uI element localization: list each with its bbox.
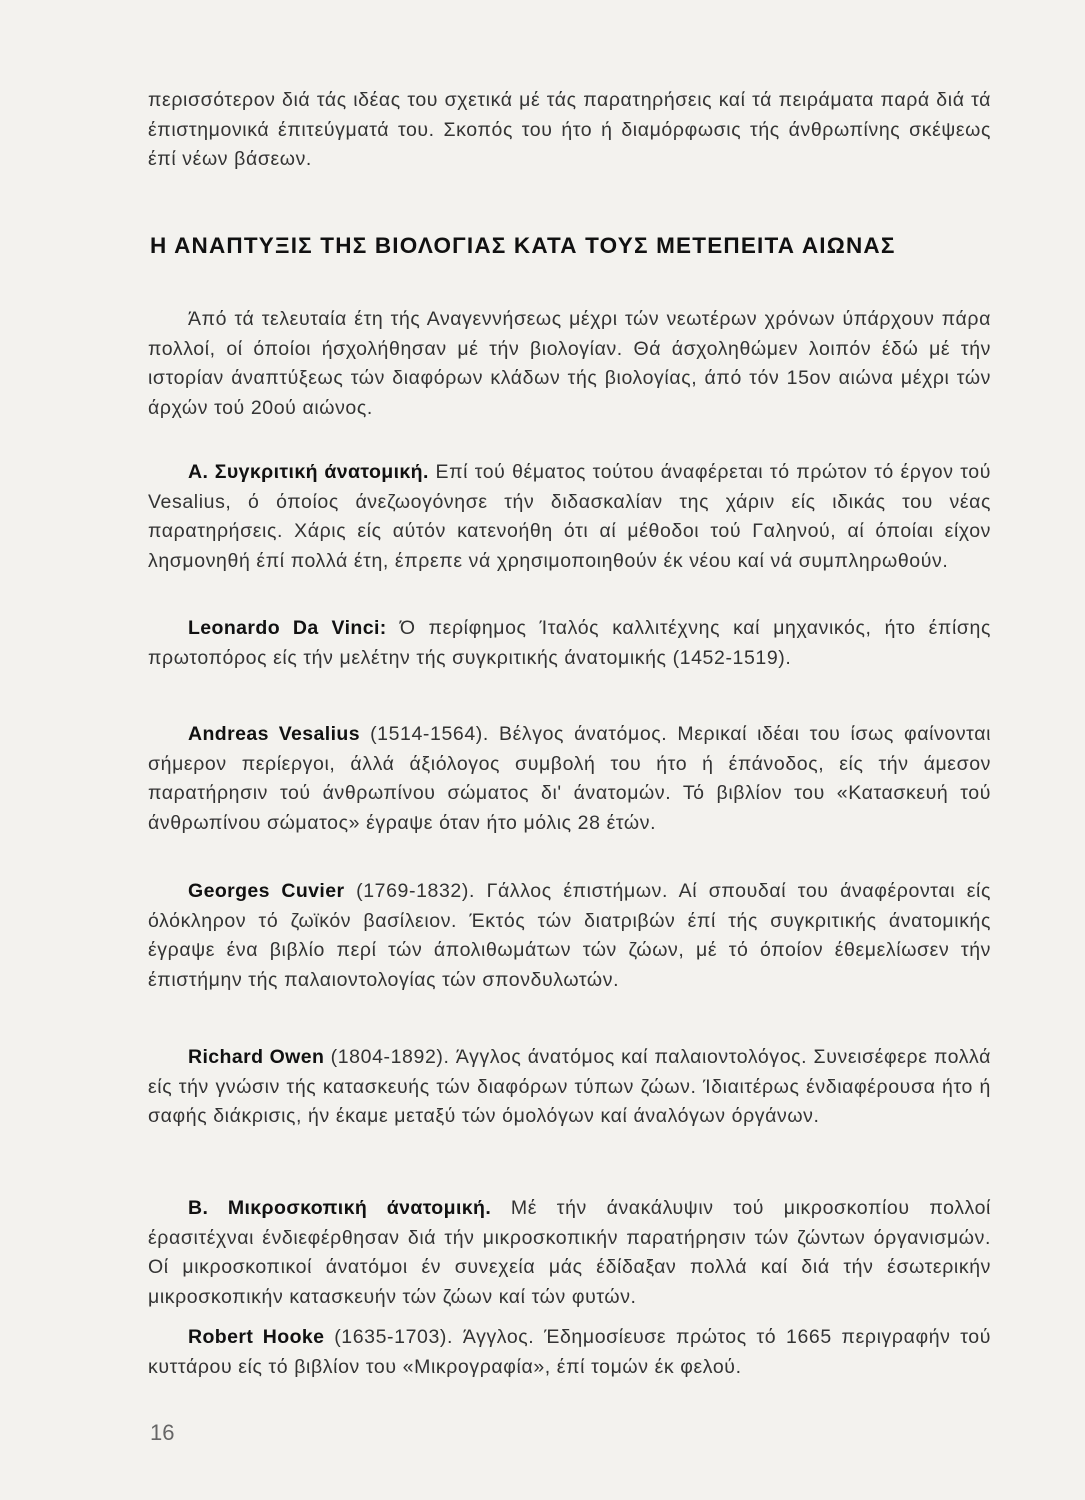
cuvier-block bbox=[148, 877, 991, 995]
vesalius-name: Andreas Vesalius bbox=[188, 723, 360, 745]
section-b-block bbox=[148, 1194, 991, 1312]
vesalius-paragraph bbox=[148, 720, 991, 838]
hooke-dates: (1635-1703). bbox=[334, 1326, 454, 1348]
owen-text: Άγγλος άνατόμος καί παλαιοντολόγος. Συνεισέφερε πολλά είς τήν γνώσιν τής κατασκευής τών διαφόρων τύπων ζώων. Ίδιαιτέρως ένδιαφέρουσα ήτο ή σαφής διάκρισις, ήν έκαμε μεταξύ τών όμολόγων καί άναλόγων όργάνων. bbox=[148, 1046, 991, 1127]
leonardo-text: Ό περίφημος Ίταλός καλλιτέχνης καί μηχανικός, ήτο έπίσης πρωτοπόρος είς τήν μελέτην τής συγκριτικής άνατομικής (1452-1519). bbox=[148, 617, 991, 669]
cuvier-name: Georges Cuvier bbox=[188, 880, 345, 902]
intro-paragraph: περισσότερον διά τάς ιδέας του σχετικά μέ τάς παρατηρήσεις καί τά πειράματα παρά διά τά έπιστημονικά έπιτεύγματά του. Σκοπός του ήτο ή διαμόρφωσις τής άνθρωπίνης σκέψεως έπί νέων βάσεων. bbox=[148, 89, 991, 170]
vesalius-block bbox=[148, 720, 991, 838]
vesalius-text: Βέλγος άνατόμος. Μερικαί ιδέαι του ίσως φαίνονται σήμερον περίεργοι, άλλά άξιόλογος συμβολή του ήτο ή έπάνοδος, είς τήν άμεσον παρατήρησιν τού άνθρωπίνου σώματος δι' άνατομών. Τό βιβλίον του «Κατασκευή τού άνθρωπίνου σώματος» έγραψε όταν ήτο μόλις 28 έτών. bbox=[148, 723, 991, 834]
section-a-paragraph bbox=[148, 458, 991, 576]
hooke-block bbox=[148, 1323, 991, 1382]
cuvier-paragraph bbox=[148, 877, 991, 995]
section-b-title: Β. Μικροσκοπική άνατομική. bbox=[188, 1197, 492, 1219]
leonardo-name: Leonardo Da Vinci: bbox=[188, 617, 387, 639]
section-a-text: Επί τού θέματος τούτου άναφέρεται τό πρώτον τό έργον τού Vesalius, ό όποίος άνεζωογόνησε τήν διδασκαλίαν της χάριν είς ιδικάς του νέας παρατηρήσεις. Χάρις είς αύτόν κατενοήθη ότι αί μέθοδοι τού Γαληνού, αί όποίαι είχον λησμονηθή έπί πολλά έτη, έπρεπε νά χρησιμοποιηθούν έκ νέου καί νά συμπληρωθούν. bbox=[148, 461, 991, 572]
hooke-text: Άγγλος. Έδημοσίευσε πρώτος τό 1665 περιγραφήν τού κυττάρου είς τό βιβλίον του «Μικρογραφία», έπί τομών έκ φελού. bbox=[148, 1326, 991, 1378]
section-b-paragraph bbox=[148, 1194, 991, 1312]
vesalius-dates: (1514-1564). bbox=[370, 723, 489, 745]
cuvier-text: Γάλλος έπιστήμων. Αί σπουδαί του άναφέρονται είς όλόκληρον τό ζωϊκόν βασίλειον. Έκτός τών διατριβών έπί τής συγκριτικής άνατομικής έγραψε ένα βιβλίο περί τών άπολιθωμάτων τών ζώων, μέ τό όποίον έθεμελίωσεν τήν έπιστήμην τής παλαιοντολογίας τών σπονδυλωτών. bbox=[148, 880, 991, 991]
section-a-block bbox=[148, 458, 991, 576]
opening-paragraph: Άπό τά τελευταία έτη τής Αναγεννήσεως μέχρι τών νεωτέρων χρόνων ύπάρχουν πάρα πολλοί, οί όποίοι ήσχολήθησαν μέ τήν βιολογίαν. Θά άσχοληθώμεν λοιπόν έδώ μέ τήν ιστορίαν άναπτύξεως τών διαφόρων κλάδων τής βιολογίας, άπό τόν 15ον αιώνα μέχρι τών άρχών τού 20ού αιώνος. bbox=[148, 308, 991, 419]
owen-dates: (1804-1892). bbox=[330, 1046, 450, 1068]
hooke-name: Robert Hooke bbox=[188, 1326, 325, 1348]
owen-paragraph bbox=[148, 1043, 991, 1132]
leonardo-paragraph bbox=[148, 614, 991, 673]
cuvier-dates: (1769-1832). bbox=[356, 880, 475, 902]
intro-paragraph-block bbox=[148, 86, 991, 175]
section-heading: Η ΑΝΑΠΤΥΞΙΣ ΤΗΣ ΒΙΟΛΟΓΙΑΣ ΚΑΤΑ ΤΟΥΣ ΜΕΤΕΠΕΙΤΑ ΑΙΩΝΑΣ bbox=[150, 233, 896, 258]
section-b-text: Μέ τήν άνακάλυψιν τού μικροσκοπίου πολλοί έρασιτέχναι ένδιεφέρθησαν διά τήν μικροσκοπικήν παρατήρησιν τών ζώντων όργανισμών. Οί μικροσκοπικοί άνατόμοι έν συνεχεία μάς έδίδαξαν πολλά καί διά τήν έσωτερικήν μικροσκοπικήν κατασκευήν τών ζώων καί τών φυτών. bbox=[148, 1197, 991, 1308]
page-number: 16 bbox=[150, 1420, 175, 1445]
section-a-title: Α. Συγκριτική άνατομική. bbox=[188, 461, 429, 483]
owen-name: Richard Owen bbox=[188, 1046, 325, 1068]
owen-block bbox=[148, 1043, 991, 1132]
hooke-paragraph bbox=[148, 1323, 991, 1382]
opening-paragraph-block bbox=[148, 305, 991, 423]
leonardo-block bbox=[148, 614, 991, 673]
